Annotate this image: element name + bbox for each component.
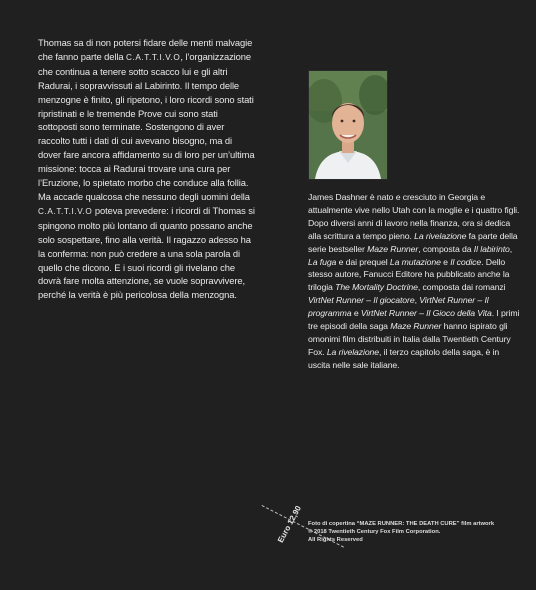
credits-line: Foto di copertina “MAZE RUNNER: THE DEATH CURE” film artwork xyxy=(308,521,495,527)
series-title: Maze Runner xyxy=(390,321,442,332)
bio-text: hanno ispirato gli omonimi film distribuiti in Italia dalla Twentieth Century Fox. xyxy=(308,321,511,357)
book-title: Il codice xyxy=(450,256,482,267)
bio-text: fa parte della serie bestseller xyxy=(308,230,518,254)
cover-credits xyxy=(308,520,520,545)
book-title: La rivelazione xyxy=(414,230,467,241)
bio-text: e xyxy=(440,256,451,267)
bio-text: James Dashner è nato e cresciuto in Georgia e attualmente vive nello Utah con la moglie e i quattro figli. Dopo diversi anni di lavoro nella finanza, ora si dedica alla scrittura a tempo pieno. xyxy=(308,192,520,241)
synopsis-part: Thomas sa di non potersi fidare delle menti malvagie che fanno parte della xyxy=(38,37,253,62)
credits-line: All Rights Reserved xyxy=(308,537,363,544)
synopsis-text xyxy=(38,36,256,302)
book-title: VirtNet Runner – Il programma xyxy=(308,295,489,319)
book-title: Il labirinto xyxy=(473,243,510,254)
book-title: VirtNet Runner – Il giocatore xyxy=(308,295,415,306)
series-title: The Mortality Doctrine xyxy=(335,282,418,293)
author-bio xyxy=(308,191,520,372)
bio-text: , composta da xyxy=(418,243,474,254)
book-title: La fuga xyxy=(308,256,337,267)
bio-text: e dai prequel xyxy=(336,256,390,267)
book-title: VirtNet Runner – Il Gioco della Vita xyxy=(360,308,492,319)
bio-text: , composta dai romanzi xyxy=(417,282,506,293)
bio-text: , xyxy=(414,295,420,306)
book-title: La rivelazione xyxy=(326,346,380,357)
bio-text: e xyxy=(351,308,361,319)
bio-text: , il terzo capitolo della saga, è in uscita nelle sale italiane. xyxy=(308,346,500,370)
series-title: Maze Runner xyxy=(367,243,419,254)
author-portrait-graphic xyxy=(309,71,387,179)
synopsis-part: , l’organizzazione che continua a tenere sotto scacco lui e gli altri Radurai, i sopravvissuti al Labirinto. Il tempo delle menzogne è finito, gli ripetono, i loro ricordi sono stati ripristinati e le tremende Prove cui sono stati sottoposti sono terminate. Sostengono di aver raccolto tutti i dati di cui avevano bisogno, ma di dover fare ancora affidamento su di loro per un’ultima missione: tocca ai Radurai trovare una cura per l’Eruzione, lo spietato morbo che conduce alla follia. Ma accade qualcosa che nessuno degli uomini della xyxy=(38,50,255,202)
credits-line: © 2018 Twentieth Century Fox Film Corporation. xyxy=(308,529,441,536)
bio-text: . I primi tre episodi della saga xyxy=(308,308,520,332)
bio-text: , xyxy=(509,243,513,254)
book-title: La mutazione xyxy=(389,256,441,267)
price-label: Euro 12,90 xyxy=(276,504,303,545)
organization-name: C.A.T.T.I.V.O xyxy=(38,206,93,216)
bio-text: . Dello stesso autore, Fanucci Editore ha pubblicato anche la trilogia xyxy=(308,256,510,293)
synopsis-part: poteva prevedere: i ricordi di Thomas si spingono molto più lontano di quanto possano anche solo sospettare, fino alla verità. Il ragazzo adesso ha la conferma: non può credere a una sola parola di quello che dicono. E i suoi ricordi gli rivelano che dovrà fare molta attenzione, se vuole sopravvivere, perché la verità è più pericolosa della menzogna. xyxy=(38,204,255,301)
author-photo xyxy=(308,70,388,180)
organization-name: C.A.T.T.I.V.O xyxy=(125,52,181,62)
